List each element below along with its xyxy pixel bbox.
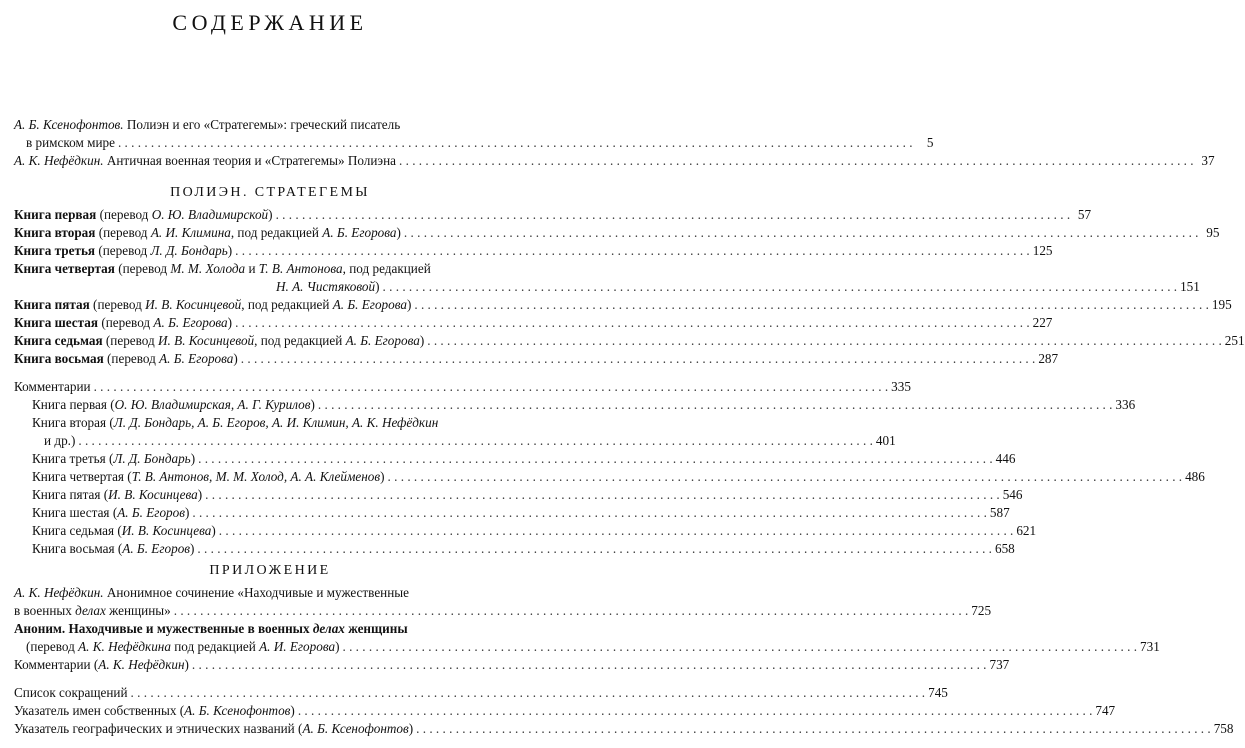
entry-author: А. Б. Ксенофонтов. (14, 117, 124, 132)
translator: А. И. Климина (150, 225, 231, 240)
entry-text: ) (268, 207, 273, 222)
toc-entry-book-5[interactable] (14, 296, 1232, 314)
leader-dots (198, 450, 993, 468)
translator: А. Б. Егорова (153, 315, 228, 330)
entry-text: ) (227, 243, 233, 258)
entry-text: , под редакцией (254, 333, 346, 348)
toc-entry-intro-2[interactable] (14, 152, 1215, 170)
toc-entry-intro-1-line1[interactable] (14, 116, 522, 134)
entry-author: А. К. Нефёдкин. (14, 153, 104, 168)
toc-entry-book-1[interactable] (14, 206, 1092, 224)
translator: Т. В. Антонова (258, 261, 343, 276)
page-title: СОДЕРЖАНИЕ (172, 10, 368, 35)
entry-title: Книга восьмая (32, 541, 115, 556)
leader-dots (235, 314, 1030, 332)
page-number: 335 (891, 379, 911, 394)
toc-entry-intro-1-line2[interactable] (14, 134, 934, 152)
page-number: 5 (926, 135, 934, 150)
entry-author: А. Б. Ксенофонтов (302, 721, 409, 736)
leader-dots (219, 522, 1014, 540)
entry-title-italic: делах (312, 621, 345, 636)
translator: А. К. Нефёдкина (78, 639, 171, 654)
toc-entry-book-4-line2[interactable] (14, 278, 1200, 296)
toc-entry-commentary-2-line1[interactable]: Книга вторая (Л. Д. Бондарь, А. Б. Егоров, А. И. Климин, А. К. Нефёдкин (32, 415, 439, 430)
editor: Н. А. Чистяковой (276, 279, 376, 294)
entry-text: (перевод (114, 261, 171, 276)
book-title: Книга шестая (14, 315, 99, 330)
leader-dots (205, 486, 1000, 504)
leader-dots (131, 684, 926, 702)
entry-authors: А. Б. Егоров (122, 541, 191, 556)
entry-text: (перевод (95, 243, 151, 258)
entry-text: , под редакцией (230, 225, 323, 240)
entry-text: (перевод (95, 225, 151, 240)
page-number: 227 (1032, 315, 1053, 330)
book-title: Книга пятая (14, 297, 90, 312)
translator: О. Ю. Владимирской (151, 207, 269, 222)
toc-entry-appendix-1-line1[interactable] (14, 584, 522, 602)
page-number: 745 (928, 685, 948, 700)
toc-entry-book-3[interactable] (14, 242, 1053, 260)
entry-text: ) (396, 225, 401, 240)
toc-entry-index-geo[interactable] (14, 720, 1234, 738)
page-number: 401 (875, 433, 896, 448)
leader-dots (192, 504, 987, 522)
book-title: Книга седьмая (14, 333, 103, 348)
leader-dots (416, 720, 1211, 738)
entry-text: под редакцией (170, 639, 260, 654)
leader-dots (383, 278, 1178, 296)
entry-title: Книга вторая (32, 415, 107, 430)
page-number: 731 (1140, 639, 1160, 654)
editor: А. Б. Егорова (332, 297, 407, 312)
page-number: 758 (1213, 721, 1234, 736)
entry-text: ) (184, 657, 189, 672)
leader-dots (118, 134, 913, 152)
leader-dots (414, 296, 1209, 314)
entry-text: ) (419, 333, 425, 348)
toc-entry-commentary[interactable] (14, 378, 911, 396)
page-number: 486 (1185, 469, 1205, 484)
toc-entry-commentary-6[interactable]: Книга шестая (А. Б. Егоров) . . . 587 (32, 504, 522, 522)
toc-entry-index-names[interactable] (14, 702, 1116, 720)
entry-authors: О. Ю. Владимирская, А. Г. Курилов (114, 397, 311, 412)
translator: А. Б. Егорова (159, 351, 234, 366)
entry-title: Книга первая (32, 397, 107, 412)
leader-dots (342, 638, 1137, 656)
entry-title: Книга шестая (32, 505, 110, 520)
toc-entry-commentary-2-line2[interactable] (32, 432, 896, 450)
leader-dots (399, 152, 1194, 170)
entry-title-cont: женщины» (105, 603, 171, 618)
entry-text: и (245, 261, 259, 276)
entry-text: ) (375, 279, 380, 294)
page-number: 737 (989, 657, 1010, 672)
toc-entry-book-8[interactable] (14, 350, 1059, 368)
entry-title: Книга пятая (32, 487, 101, 502)
section-heading-polyaenus: ПОЛИЭН. СТРАТЕГЕМЫ (170, 185, 370, 200)
toc-entry-commentary-8[interactable]: Книга восьмая (А. Б. Егоров) . . . 658 (32, 540, 522, 558)
page-number: 546 (1002, 487, 1023, 502)
leader-dots (174, 602, 969, 620)
entry-title: женщины (344, 621, 408, 636)
book-title: Книга четвертая (14, 261, 115, 276)
page-number: 587 (989, 505, 1010, 520)
page-number: 446 (995, 451, 1016, 466)
page-number: 95 (1206, 225, 1220, 240)
entry-title: Указатель имен собственных ( (14, 703, 185, 718)
page-number: 658 (994, 541, 1015, 556)
entry-authors: Л. Д. Бондарь (113, 451, 191, 466)
entry-title: Книга третья (32, 451, 106, 466)
toc-entry-appendix-2-line1[interactable] (14, 620, 522, 638)
page-number: 251 (1224, 333, 1245, 348)
entry-text: (перевод (26, 639, 79, 654)
editor: А. Б. Егорова (322, 225, 397, 240)
entry-text: ) (290, 703, 295, 718)
page-number: 125 (1032, 243, 1053, 258)
entry-title: Аноним. Находчивые и мужественные в военных (14, 621, 313, 636)
translator: Л. Д. Бондарь (150, 243, 228, 258)
entry-text: , под редакцией (241, 297, 333, 312)
section-heading-appendix: ПРИЛОЖЕНИЕ (209, 563, 331, 578)
entry-title-cont: в военных (14, 603, 76, 618)
editor: А. Б. Егорова (345, 333, 420, 348)
page-number: 195 (1211, 297, 1232, 312)
toc-entry-book-4-line1[interactable] (14, 260, 522, 278)
toc-entry-appendix-2-line2[interactable] (14, 638, 1160, 656)
entry-title: Комментарии ( (14, 657, 99, 672)
entry-authors: А. Б. Егоров (117, 505, 185, 520)
toc-entry-book-7[interactable] (14, 332, 1245, 350)
entry-text: (перевод (98, 315, 154, 330)
translator: И. В. Косинцевой (158, 333, 255, 348)
toc-entry-abbreviations[interactable] (14, 684, 948, 702)
entry-title: Полиэн и его «Стратегемы»: греческий писатель (123, 117, 401, 132)
leader-dots (197, 540, 992, 558)
entry-text: , под редакцией (342, 261, 431, 276)
entry-text: ) (335, 639, 340, 654)
toc-entry-commentary-7[interactable]: Книга седьмая (И. В. Косинцева) . . . 621 (32, 522, 522, 540)
leader-dots (241, 350, 1036, 368)
leader-dots (388, 468, 1183, 486)
toc-entry-commentary-5[interactable]: Книга пятая (И. В. Косинцева) . . . 546 (32, 486, 522, 504)
entry-title-cont: в римском мире (26, 135, 115, 150)
toc-entry-book-2[interactable] (14, 224, 1220, 242)
toc-entry-appendix-3[interactable] (14, 656, 1010, 674)
toc-entry-appendix-1-line2[interactable] (14, 602, 992, 620)
page-number: 287 (1038, 351, 1059, 366)
entry-title-cont: и др.) (44, 433, 76, 448)
entry-title: Комментарии (14, 379, 91, 394)
entry-authors: И. В. Косинцева (121, 523, 212, 538)
entry-authors: Л. Д. Бондарь, А. Б. Егоров, А. И. Климин, А. К. Нефёдкин (113, 415, 439, 430)
entry-title: Список сокращений (14, 685, 128, 700)
leader-dots (404, 224, 1199, 242)
leader-dots (94, 378, 889, 396)
entry-authors: Т. В. Антонов, М. М. Холод, А. А. Клейменов (131, 469, 381, 484)
entry-title: Античная военная теория и «Стратегемы» Полиэна (103, 153, 397, 168)
translator: М. М. Холода (170, 261, 246, 276)
leader-dots (427, 332, 1222, 350)
leader-dots (276, 206, 1071, 224)
entry-text: ) (233, 351, 238, 366)
leader-dots (78, 432, 873, 450)
entry-text: ) (408, 721, 414, 736)
entry-text: ) (406, 297, 412, 312)
entry-author: А. К. Нефёдкин (98, 657, 185, 672)
book-title: Книга вторая (14, 225, 96, 240)
page-number: 747 (1095, 703, 1116, 718)
entry-title: Указатель географических и этнических названий ( (14, 721, 303, 736)
entry-text: (перевод (96, 207, 152, 222)
entry-text: ) (227, 315, 233, 330)
page-number: 725 (971, 603, 992, 618)
editor: А. И. Егорова (259, 639, 336, 654)
leader-dots (298, 702, 1093, 720)
page-number: 151 (1180, 279, 1200, 294)
toc-entry-book-6[interactable] (14, 314, 1053, 332)
entry-text: (перевод (102, 333, 159, 348)
leader-dots (192, 656, 987, 674)
entry-title: Анонимное сочинение «Находчивые и мужественные (103, 585, 410, 600)
entry-title: Книга седьмая (32, 523, 115, 538)
book-title: Книга первая (14, 207, 97, 222)
toc-entry-commentary-3[interactable]: Книга третья (Л. Д. Бондарь) . . . 446 (32, 450, 522, 468)
page-number: 336 (1115, 397, 1136, 412)
entry-title: Книга четвертая (32, 469, 124, 484)
leader-dots (318, 396, 1113, 414)
book-title: Книга третья (14, 243, 96, 258)
page-number: 57 (1077, 207, 1092, 222)
entry-authors: И. В. Косинцева (108, 487, 198, 502)
book-title: Книга восьмая (14, 351, 104, 366)
page-number: 621 (1016, 523, 1037, 538)
entry-title-italic: делах (75, 603, 106, 618)
toc-entry-commentary-1[interactable]: Книга первая (О. Ю. Владимирская, А. Г. Курилов) . . . 336 (32, 396, 522, 414)
page-number: 37 (1201, 153, 1215, 168)
toc-entry-commentary-4[interactable]: Книга четвертая (Т. В. Антонов, М. М. Холод, А. А. Клейменов) . . . 486 (32, 468, 522, 486)
translator: И. В. Косинцевой (145, 297, 242, 312)
entry-text: (перевод (89, 297, 146, 312)
leader-dots (235, 242, 1030, 260)
entry-text: (перевод (103, 351, 160, 366)
entry-author: А. Б. Ксенофонтов (184, 703, 291, 718)
entry-author: А. К. Нефёдкин. (14, 585, 104, 600)
